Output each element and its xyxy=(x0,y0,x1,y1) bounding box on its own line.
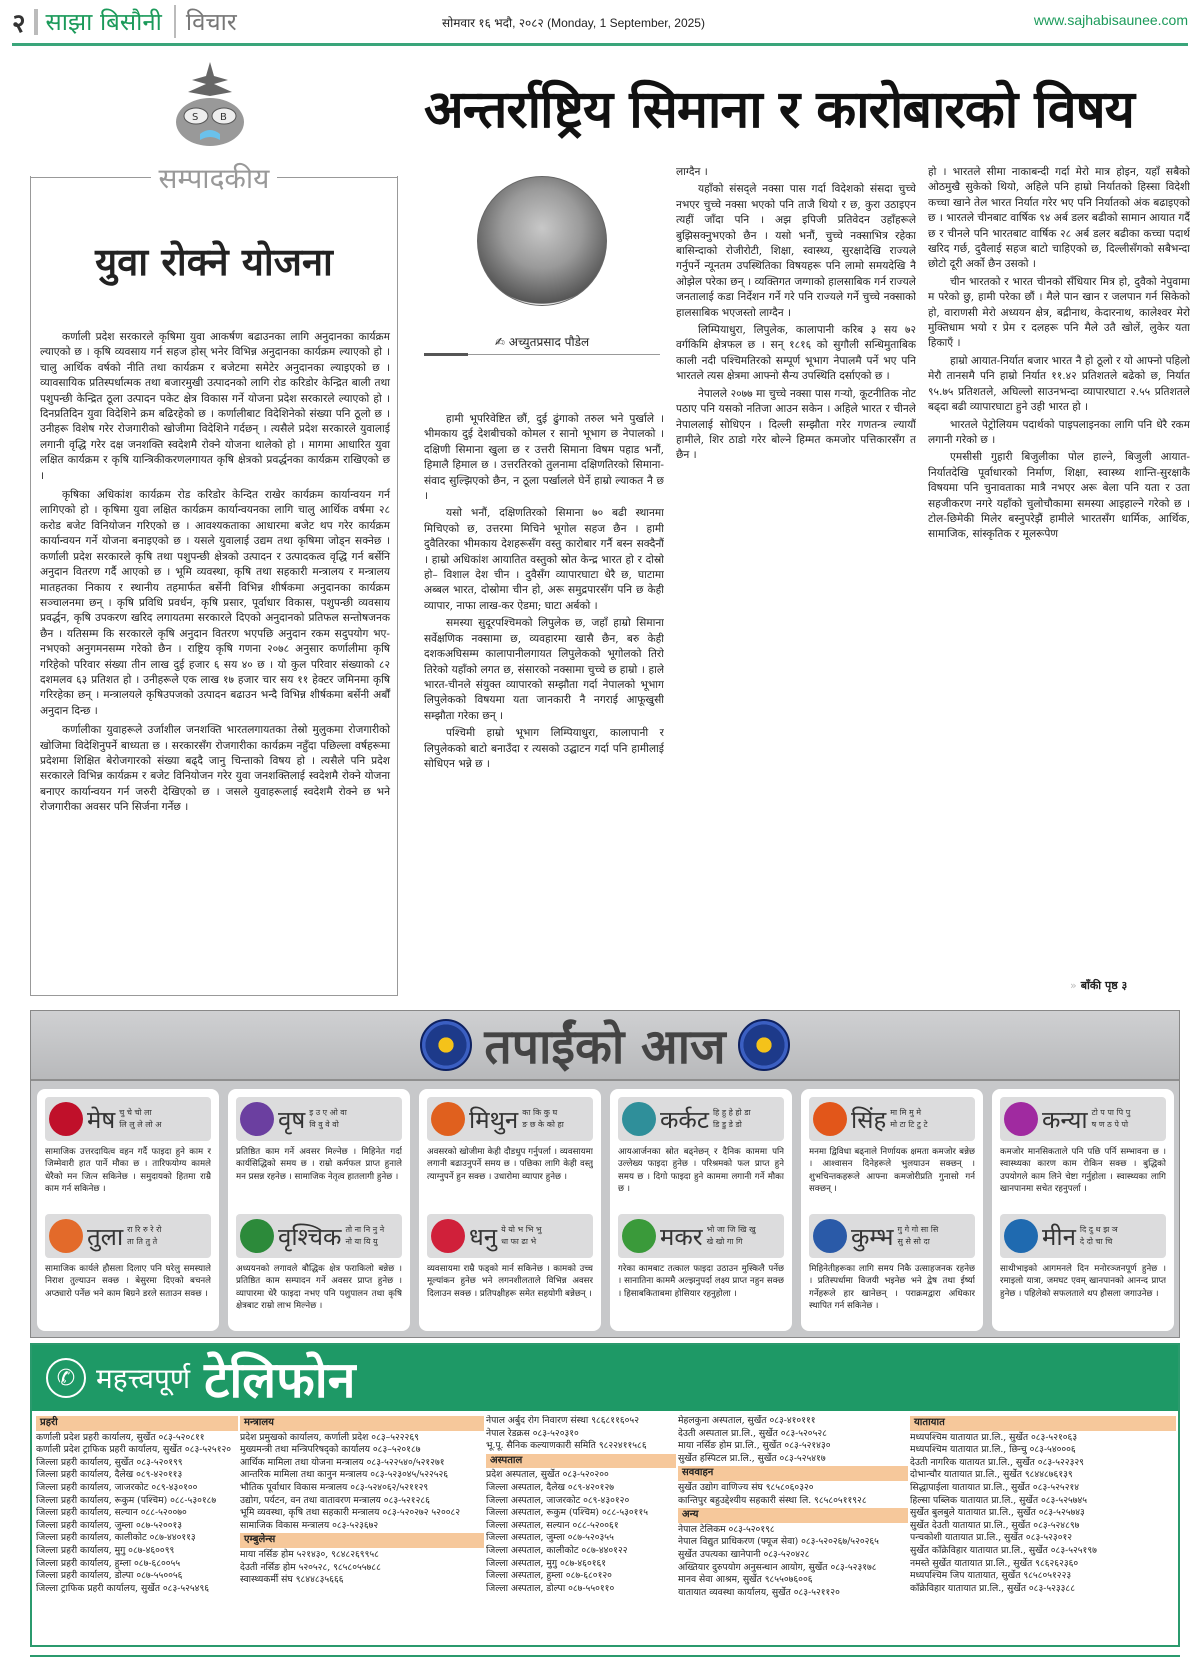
newspaper-logo-icon xyxy=(170,62,250,152)
sign-prediction: व्यवसायमा राम्रै फड्को मार्न सकिनेछ । कामको उच्च मूल्यांकन हुनेछ भने लगनशीलताले विभिन्न अवसर दिलाउन सक्छ । प्रतिपक्षीहरू समेत सहयोगी बन्नेछन् । xyxy=(427,1264,593,1299)
article-paragraph: नेपालले २०७७ मा चुच्चे नक्सा पास गर्‍यो, कूटनीतिक नोट पठाए पनि यसको नतिजा आउन सकेन । अहिले भारत र चीनले नेपाललाई सोधिएन । दिल्ली सम्झौता गरेर गणतन्त्र ल्यायौं हामीले, शिर ठाडो गरेर बोल्ने हिम्मत कमजोर पत्तिकारसँग त छैन । xyxy=(676,387,916,462)
taurus-icon xyxy=(240,1102,274,1136)
cancer-icon xyxy=(622,1102,656,1136)
sagittarius-icon xyxy=(431,1219,465,1253)
telephone-column xyxy=(240,1415,484,1599)
phone-entry: जिल्ला अस्पताल, सल्यान ०८८-५२००६१ xyxy=(486,1519,619,1531)
author-byline xyxy=(424,333,660,355)
sign-prediction: प्रतिष्ठित काम गर्ने अवसर मिल्नेछ । मिहिनेत गर्दा कार्यसिद्धिको समय छ । राम्रो कर्मफल प्राप्त हुनाले मन प्रसन्न रहनेछ । सामाजिक नेतृत्व हातलागी हुनेछ । xyxy=(236,1147,402,1182)
telephone-column xyxy=(36,1415,238,1599)
sign-prediction: गरेका कामबाट तत्काल फाइदा उठाउन मुस्किलै पर्नेछ । सानातिना काममै अल्झनुपर्दा लक्ष्य प्राप्त नहुन सक्छ । हिसाबकिताबमा होसियार रहनुहोला । xyxy=(618,1264,784,1299)
horoscope-card-pair xyxy=(610,1089,792,1331)
phone-icon: ✆ xyxy=(46,1358,86,1398)
phone-entry: जिल्ला प्रहरी कार्यालय, सुर्खेत ०८३-५२०१९९ xyxy=(36,1456,183,1468)
horoscope-grid xyxy=(37,1089,1177,1331)
phone-entry: जिल्ला प्रहरी कार्यालय, सल्यान ०८८-५२००७० xyxy=(36,1507,187,1519)
phone-entry: सुर्खेत उद्योग वाणिज्य संघ ९८५८०६०३२० xyxy=(678,1481,814,1493)
phone-entry: मध्यपश्चिम यातायात प्रा.लि., छिन्चु ०८३-५४०००६ xyxy=(910,1444,1076,1456)
phone-entry: जिल्ला अस्पताल, कालीकोट ०८७-४४०१२२ xyxy=(486,1544,628,1556)
telephone-column xyxy=(486,1415,676,1599)
category-heading: एम्बुलेन्स xyxy=(240,1533,484,1548)
pisces-icon xyxy=(1004,1219,1038,1253)
sign-header: कर्कट हि हु हे हो डा डि डु डे डो xyxy=(618,1097,784,1141)
horoscope-card-pair xyxy=(801,1089,983,1331)
phone-entry: स्वास्थ्यकर्मी संघ ९८४४८३५६६६ xyxy=(240,1574,344,1586)
phone-entry: जिल्ला अस्पताल, रूकुम (पश्चिम) ०८८-५३०११५ xyxy=(486,1507,648,1519)
section-name: विचार xyxy=(174,5,237,38)
phone-entry: यातायात व्यवस्था कार्यालय, सुर्खेत ०८३-५२११२० xyxy=(678,1586,840,1598)
phone-entry: जिल्ला प्रहरी कार्यालय, हुम्ला ०८७-६८००५५ xyxy=(36,1557,181,1569)
phone-entry: पन्चकोशी यातायात प्रा.लि., सुर्खेत ०८३-५२३०१२ xyxy=(910,1532,1073,1544)
issue-date: सोमवार १६ भदौ, २०८२ (Monday, 1 September, 2025) xyxy=(442,16,705,30)
phone-entry: कर्णाली प्रदेश प्रहरी कार्यालय, सुर्खेत ०८३-५२०८११ xyxy=(36,1431,205,1443)
phone-entry: सुर्खेत काँक्रेविहार यातायात प्रा.लि., सुर्खेत ०८३-५२५१९७ xyxy=(910,1544,1097,1556)
sign-prediction: सामाजिक कार्यले हौसला दिलाए पनि घरेलु समस्याले निराश तुल्याउन सक्छ । बेसुरमा दिएको बचनले अप्ठ्यारो पर्नेछ भने काम बिग्रने डरले सताउन सक्छ । xyxy=(45,1264,211,1299)
phone-entry: भूमि व्यवस्था, कृषि तथा सहकारी मन्त्रालय ०८३-५२०२७२ ५२००८२ xyxy=(240,1507,461,1519)
horoscope-card-pair xyxy=(228,1089,410,1331)
brand-name: साझा बिसौनी xyxy=(45,8,162,36)
article-column-2 xyxy=(676,165,916,995)
phone-entry: आर्थिक मामिला तथा योजना मन्त्रालय ०८३-५२२५४०/५२१२७१ xyxy=(240,1456,445,1468)
sign-prediction: अवसरको खोजीमा केही दौडधुप गर्नुपर्ला । व्यवसायमा लगानी बढाउनुपर्ने समय छ । पछिका लागि केही वस्तु त्याग्नुपर्ने हुन सक्छ । उधारोमा व्यापार हुनेछ । xyxy=(427,1147,593,1182)
editorial-label: सम्पादकीय xyxy=(30,165,398,203)
horoscope-section xyxy=(30,1010,1180,1338)
editorial-paragraph: कर्णालीका युवाहरूले उर्जाशील जनशक्ति भारतलगायतका तेस्रो मुलुकमा रोजगारीको खोजिमा विदेशिनुपर्ने बाध्यता छ । सरकारसँग रोजगारीका कार्यक्रम नहुँदा पछिल्ला वर्षहरूमा प्रदेशमा शिक्षित बेरोजगारको संख्या बढ्दै जानु चिन्ताको विषय हो । त्यसैले पनि प्रदेश सरकारले विभिन्न कार्यक्रम र बजेट विनियोजन गरेर युवा जनशक्तिलाई स्वदेशमै रोक्ने योजना बनाएर कार्यान्वयन गर्न जरुरी देखिएको छ । जसले युवाहरूलाई स्वदेशमै रोक्ने छ भने रोजगारीका अवसर पनि सिर्जना गर्नेछ । xyxy=(40,724,390,814)
sign-header: धनु ये यो भ भि भु धा फा ढा भे xyxy=(427,1214,593,1258)
horoscope-title: तपाईंको आज xyxy=(484,1018,726,1075)
editorial-paragraph: कर्णाली प्रदेश सरकारले कृषिमा युवा आकर्षण बढाउनका लागि अनुदानका कार्यक्रम ल्याएको छ । कृषि व्यवसाय गर्न सहज होस् भनेर विभिन्न अनुदानका कार्यक्रम ल्याएको हो । चालु आर्थिक वर्षको नीति तथा कार्यक्रम र बजेटमा समेटेर अनुदानका ल्याइएको छ । व्यावसायिक प्रतिस्पर्धात्मक तथा बजारमुखी उत्पादनको लागि रोड करिडोर केन्द्रित बाली तथा पशुपन्छी केन्द्रित ठूला उत्पादन पकेट क्षेत्र विकास गर्ने योजना प्रदेश सरकारले ल्याएको हो । दिनप्रतिदिन युवा विदेशिने क्रम बढिरहेको छ । कर्णालीबाट विदेशिनेको संख्या पनि ठूलो छ । उनीहरू विशेष गरेर रोजगारीको खोजीमा विदेशिने गर्दछन् । त्यसैले प्रदेश सरकारले युवालाई लगानी वृद्धि गरेर दक्ष जनशक्ति स्वदेशमै रोक्ने योजना थालेको हो । मागमा आधारित युवा लक्षित कार्यक्रम र कृषि यान्त्रिकीकरणलगायत कृषि क्षेत्रको प्रवर्द्धनका कार्यक्रम राखिएको छ । xyxy=(40,331,390,482)
capricorn-icon xyxy=(622,1219,656,1253)
gemini-icon xyxy=(431,1102,465,1136)
article-column-3 xyxy=(928,165,1190,985)
page-header xyxy=(12,0,1188,46)
sign-header: मकर भो जा जि खि खु खे खो गा गि xyxy=(618,1214,784,1258)
phone-entry: मेहलकुना अस्पताल, सुर्खेत ०८३-४१०१११ xyxy=(678,1415,816,1426)
phone-entry: सामाजिक विकास मन्त्रालय ०८३-५२३६७२ xyxy=(240,1519,379,1531)
article-paragraph: लिम्पियाधुरा, लिपुलेक, कालापानी करिब ३ सय ७२ वर्गकिमि क्षेत्रफल छ । सन् १८१६ को सुगौली सन्धिमुताबिक काली नदी पश्चिमतिरको सम्पूर्ण भूभाग नेपालमै पर्ने भए पनि भारतले त्यस क्षेत्रमा आफ्नो सैन्य उपस्थिति दर्साएको छ । xyxy=(676,324,916,383)
phone-entry: सुर्खेत हस्पिटल प्रा.लि., सुर्खेत ०८३-५२५४१७ xyxy=(678,1452,826,1464)
horoscope-card-pair xyxy=(419,1089,601,1331)
horoscope-card-pair xyxy=(37,1089,219,1331)
phone-entry: माया नर्सिङ होम प्रा.लि., सुर्खेत ०८३-५२१४३० xyxy=(678,1440,831,1452)
virgo-icon xyxy=(1004,1102,1038,1136)
sign-prediction: अध्ययनको लगावले बौद्धिक क्षेत्र फराकिलो बन्नेछ । प्रतिष्ठित काम सम्पादन गर्ने अवसर प्राप्त हुनेछ । व्यापारमा धेरै फाइदा नभए पनि पशुपालन तथा कृषि क्षेत्रबाट राम्रो लाभ मिल्नेछ । xyxy=(236,1264,402,1312)
article-paragraph: यसो भनौं, दक्षिणतिरको सिमाना ७० बढी स्थानमा मिचिएको छ, उत्तरमा मिचिने भूगोल सहज छैन । हामी दुवैतिरका भीमकाय देशहरूसँग वस्तु कारोबार गर्नै बस्न सक्दैनौं । हाम्रो अधिकांश आयातित वस्तुको स्रोत केन्द्र भारत हो र दोस्रो हो– विशाल देश चीन । दुवैसँग व्यापारघाटा धेरै छ, घाटामा अब्बल भारत, दोस्रोमा चीन हो, अरू समुद्रपारसँग पनि छ केही व्यापार, नाफा लाख-कर ऐडमा; घाटा अर्बको । xyxy=(424,507,664,612)
article-title: अन्तर्राष्ट्रिय सिमाना र कारोबारको विषय xyxy=(424,80,1134,140)
svg-text:S: S xyxy=(192,112,199,123)
phone-entry: भौतिक पूर्वाधार विकास मन्त्रालय ०८३-५२४०६२/५२११२९ xyxy=(240,1481,429,1493)
phone-entry: नमस्ते सुर्खेत यातायात प्रा.लि., सुर्खेत ९८६२६२३६० xyxy=(910,1557,1079,1569)
article-paragraph: लाग्दैन । xyxy=(676,166,708,178)
sign-prediction: मिहिनेतीहरूका लागि समय निकै उत्साहजनक रहनेछ । प्रतिस्पर्धामा विजयी भइनेछ भने द्वेष तथा ईर्ष्या गर्नेहरूले हार खानेछन् । पराक्रमद्वारा अधिकार स्थापित गर्न सकिनेछ । xyxy=(809,1264,975,1312)
continued-link[interactable]: » बाँकी पृष्ठ ३ xyxy=(1070,979,1128,992)
libra-icon xyxy=(49,1219,83,1253)
sign-header: मीन दि दु थ झ ञ दे दो चा चि xyxy=(1000,1214,1166,1258)
sign-header: मिथुन का कि कु घ ङ छ के को हा xyxy=(427,1097,593,1141)
horoscope-card-pair xyxy=(992,1089,1174,1331)
sign-header: मेष चु चे चो ला लि लु ले लो अ xyxy=(45,1097,211,1141)
phone-entry: सुर्खेत देउती यातायात प्रा.लि., सुर्खेत ०८३-५२४८९७ xyxy=(910,1519,1080,1531)
phone-entry: जिल्ला प्रहरी कार्यालय, रूकुम (पश्चिम) ०८८-५३०१८७ xyxy=(36,1494,217,1506)
category-heading: प्रहरी xyxy=(36,1416,238,1431)
phone-entry: मध्यपश्चिम यातायात प्रा.लि., सुर्खेत ०८३-५२१०६३ xyxy=(910,1431,1078,1443)
phone-entry: देउती नागरिक यातायत प्रा.लि., सुर्खेत ०८३-५२२३२९ xyxy=(910,1456,1084,1468)
phone-entry: कर्णाली प्रदेश ट्राफिक प्रहरी कार्यालय, सुर्खेत ०८३-५२५१२० xyxy=(36,1444,232,1456)
editorial-paragraph: कृषिका अधिकांश कार्यक्रम रोड करिडोर केन्दित राखेर कार्यक्रम कार्यान्वयन गर्न लागिएको हो । कृषिमा युवा लक्षित कार्यक्रम कार्यान्वयनका लागि चालु आर्थिक वर्षमा २८ करोड बजेट विनियोजन गरिएको छ । आवश्यकताका आधारमा बजेट थप गरेर कार्यक्रम कार्यान्वयन गर्ने योजना बनाइएको छ । यसले युवालाई उद्यम तथा कृषिमा जोड्न सक्नेछ । कर्णाली प्रदेश सरकारले कृषि तथा पशुपन्छी क्षेत्रको उत्पादन र उत्पादकत्व वृद्धि गर्न बर्सेनि अनुदान वितरण गर्दै आएको छ । भूमि व्यवस्था, कृषि तथा सहकारी मन्त्रालय र मन्त्रालय मातहतका निकाय र स्थानीय तहमार्फत बर्सेनी विभिन्न शीर्षकमा अनुदानका कार्यक्रम सञ्चालनमा छन् । कृषि प्रविधि प्रवर्धन, कृषि प्रसार, पूर्वाधार विकास, पशुपन्छी व्यवसाय प्रवर्द्धन, कृषि उपकरण खरिद लगायतमा सरकारले दिएको अनुदानको प्रतिफल सन्तोषजनक छैन । यतिसम्म कि सरकारले कृषि अनुदान वितरण भएपछि अनुदान रकम सदुपयोग भए-नभएको अनुगमनसम्म गरेको छैन । राष्ट्रिय कृषि गणना २०७८ अनुसार कर्णालीमा कृषि गरिहेको परिवार संख्या तीन लाख दुई हजार ६ सय ४० छ । यो कुल परिवार संख्याको ८२ दशमलव ६३ प्रतिशत हो । उनीहरूले एक लाख १७ हजार चार सय ११ हेक्टर जमिनमा कृषि गरिरहेका छन् । मन्त्रालयले कृषिउपजको उत्पादन बढाउन भन्दै विभिन्न शीर्षकमा बर्सेनी अर्बौं अनुदान दिन्छ । xyxy=(40,489,390,717)
phone-entry: उद्योग, पर्यटन, वन तथा वातावरण मन्त्रालय ०८३-५२१२८६ xyxy=(240,1494,430,1506)
sign-header: सिंह मा मि मु मे मो टा टि टु टे xyxy=(809,1097,975,1141)
phone-entry: जिल्ला प्रहरी कार्यालय, जाजरकोट ०८९-४३०१०० xyxy=(36,1481,198,1493)
phone-entry: हिल्सा पब्लिक यातायात प्रा.लि., सुर्खेत ०८३-५२५७४५ xyxy=(910,1494,1088,1506)
sign-prediction: सामाजिक उत्तरदायित्व वहन गर्दै फाइदा हुने काम र जिम्मेवारी हात पार्ने मौका छ । तारिफयोग्य कामले धेरैको मन जित्न सकिनेछ । समुदायको हितमा राम्रै काम गर्न सकिनेछ । xyxy=(45,1147,211,1195)
double-chevron-icon: » xyxy=(1070,979,1077,992)
article-paragraph: चीन भारतको र भारत चीनको सँधियार मित्र हो, दुवैको नेपुवामा म परेको छु, हामी परेका छौं । मैले पान खान र जलपान गर्न सिकेको हो, वाराणसी मेरो अध्ययन क्षेत्र, बद्रीनाथ, केदारनाथ, कालेश्वर मेरो मुक्तिधाम भयो र प्रेम र दलहरू पनि मैले उतै खोलें, लुकेर यता हिकाएँ । xyxy=(928,275,1190,350)
telephone-directory xyxy=(30,1343,1180,1647)
category-heading: अन्य xyxy=(678,1508,908,1523)
phone-entry: जिल्ला ट्राफिक प्रहरी कार्यालय, सुर्खेत ०८३-५२५४९६ xyxy=(36,1582,210,1594)
sign-header: तुला रा रि रु रे रो ता ति तु ते xyxy=(45,1214,211,1258)
bottom-rule xyxy=(30,1655,1180,1657)
scorpio-icon xyxy=(240,1219,274,1253)
article-paragraph: पश्चिमी हाम्रो भूभाग लिम्पियाधुरा, कालापानी र लिपुलेकको बाटो बनाउँदा र त्यसको उद्घाटन गर्दा पनि हामीलाई सोधिएन भन्ने छ । xyxy=(424,727,664,770)
phone-entry: मानव सेवा आश्रम, सुर्खेत ९८५५०७६००६ xyxy=(678,1574,813,1586)
editorial-body xyxy=(40,330,390,820)
article-paragraph: समस्या सुदूरपश्चिमको लिपुलेक छ, जहाँ हाम्रो सिमाना सर्वेक्षणिक नक्सामा छ, व्यवहारमा खासै छैन, बरु केही दशकअघिसम्म कालापानीलगायत लिपुलेकको भूगोलको तिरो तिरेको यहाँको लगत छ, संसारको नक्सामा चुच्चे छ हाम्रो । हाले भारत-चीनले संयुक्त व्यापारको सम्झौता गर्दा नेपालको भूभाग लिपुलेकको विषयमा यता जानकारी नै नगराई आफूखुसी सम्झौता गरेका छन् । xyxy=(424,617,664,722)
phone-entry: काँक्रेविहार यातायात प्रा.लि., सुर्खेत ०८३-५२३३८८ xyxy=(910,1582,1075,1594)
phone-entry: जिल्ला अस्पताल, जाजरकोट ०८९-४३०१२० xyxy=(486,1494,630,1506)
phone-entry: सुर्खेत उपत्यका खानेपानी ०८३-५२०४२८ xyxy=(678,1548,810,1560)
website-link[interactable]: www.sajhabisaunee.com xyxy=(1033,12,1188,28)
article-paragraph: एमसीसी गुहारी बिजुलीका पोल हाल्ने, बिजुली आयात-निर्यातदेखि पूर्वाधारको निर्माण, शिक्षा, स्वास्थ्य शान्ति-सुरक्षाकै विषयमा पनि चुनावताका मात्रै नभएर अरू बेला पनि यता र उता सहजीकरण नगरे यहाँको चुलोचौकामा समस्या आइहाल्ने गरेको छ । टोल-छिमेकी मिलेर बस्नुपरेझैं हामीले भारतसँग धार्मिक, आर्थिक, सामाजिक, सांस्कृतिक र मूलरूपेण xyxy=(928,451,1190,541)
phone-entry: जिल्ला प्रहरी कार्यालय, मुगु ०८७-४६००९९ xyxy=(36,1544,175,1556)
article-paragraph: यहाँको संसद्ले नक्सा पास गर्दा विदेशको संसदा चुच्चे नभएर चुच्चे नक्सा भएको पनि ताजै थियो र छ, कुरा उठाइएन त्यहीं जाँदा पनि । अझ इपिजी प्रतिवेदन उहाँहरूले बुझिसक्नुभएको छैन । यसो भनौं, चुच्चे नक्साभित्र रहेका बासिन्दाको रोजीरोटी, शिक्षा, स्वास्थ्य, सुरक्षादेखि राज्यले गर्नुपर्ने न्यूनतम उपस्थितिका विषयहरू पनि लामो समयदेखि नै ओझेल परेका छन् । व्यक्तिगत जग्गाको हालसाबिक गर्न राज्यले जनतालाई कडा निर्देशन गर्ने गरे पनि राज्यले गर्ने चुच्चे नक्साको हालसाबिक भएजस्तो लाग्दैन । xyxy=(676,183,916,319)
phone-entry: प्रदेश अस्पताल, सुर्खेत ०८३-५२०२०० xyxy=(486,1469,609,1481)
phone-entry: अख्तियार दुरुपयोग अनुसन्धान आयोग, सुर्खेत ०८३-५२३१७८ xyxy=(678,1561,877,1573)
phone-entry: नेपाल विद्युत प्राधिकरण (फ्यूज सेवा) ०८३-५२०२६७/५२०२६५ xyxy=(678,1536,879,1548)
aries-icon xyxy=(49,1102,83,1136)
svg-text:B: B xyxy=(220,112,227,123)
telephone-columns xyxy=(32,1411,1178,1599)
telephone-column xyxy=(910,1415,1176,1599)
horoscope-header xyxy=(31,1011,1179,1081)
phone-entry: नेपाल रेडक्रस ०८३-५२०३१० xyxy=(486,1427,579,1439)
sign-prediction: मनमा द्विविधा बढ्नाले निर्णायक क्षमता कमजोर बन्नेछ । आश्वासन दिनेहरूले भुलयाउन सक्छन् । शुभचिन्तकहरूले आफ्ना कमजोरीप्रति गुनासो गर्न सक्छन् । xyxy=(809,1147,975,1195)
phone-entry: मुख्यमन्त्री तथा मन्त्रिपरिषद्को कार्यालय ०८३–५२०१८७ xyxy=(240,1444,421,1456)
author-name: अच्युतप्रसाद पौडेल xyxy=(508,335,590,349)
phone-entry: माया नर्सिङ होम ५२१४३०, ९८४८२६९९५८ xyxy=(240,1548,379,1560)
phone-entry: आन्तरिक मामिला तथा कानुन मन्त्रालय ०८३-५२३०४५/५२२५२६ xyxy=(240,1469,449,1481)
phone-entry: जिल्ला अस्पताल, हुम्ला ०८७-६८०१२० xyxy=(486,1570,612,1582)
phone-entry: देउती अस्पताल प्रा.लि., सुर्खेत ०८३-५२०५२८ xyxy=(678,1427,827,1439)
sign-header: कन्या टो प पा पि पु ष ण ठ पे पो xyxy=(1000,1097,1166,1141)
article-paragraph: हाम्रो आयात-निर्यात बजार भारत नै हो ठूलो र यो आफ्नो पहिलो मेरौ तानसमै पनि हाम्रो निर्यात ११.४२ प्रतिशतले बढेको छ, निर्यात ९५.७५ प्रतिशतले, अघिल्लो साउनभन्दा व्यापारघाटा २.५५ प्रतिशतले बढ्दा बढी व्यापारघाटा हुने उही भारत हो । xyxy=(928,354,1190,414)
telephone-header xyxy=(32,1345,1178,1411)
category-heading: यातायात xyxy=(910,1416,1176,1431)
phone-entry: देउती नर्सिङ होम ५२०५२८, ९८५८०५५७८८ xyxy=(240,1561,381,1573)
phone-entry: भू.पू. सैनिक कल्याणकारी समिति ९८२२४११५८६ xyxy=(486,1440,647,1452)
sign-prediction: साथीभाइको आगमनले दिन मनोरञ्जनपूर्ण हुनेछ । रमाइलो यात्रा, जमघट एवम् खानपानको आनन्द प्राप्त हुनेछ । पहिलेको सफलताले थप हौसला जगाउनेछ । xyxy=(1000,1264,1166,1299)
sign-prediction: आयआर्जनका स्रोत बढ्नेछन् र दैनिक काममा पनि उल्लेख्य फाइदा हुनेछ । परिश्रमको फल प्राप्त हुने समय छ । दिगो फाइदा हुने काममा लगानी गर्ने मौका छ । xyxy=(618,1147,784,1195)
editorial-title: युवा रोक्ने योजना xyxy=(95,240,333,284)
category-heading: सववाहन xyxy=(678,1466,908,1481)
sign-header: कुम्भ गु गे गो सा सि सु से सो दा xyxy=(809,1214,975,1258)
phone-entry: जिल्ला अस्पताल, मुगु ०८७-४६०१६१ xyxy=(486,1557,607,1569)
article-paragraph: भारतले पेट्रोलियम पदार्थको पाइपलाइनका लागि पनि धेरै रकम लगानी गरेको छ । xyxy=(928,418,1190,446)
telephone-title: टेलिफोन xyxy=(204,1351,356,1409)
leo-icon xyxy=(813,1102,847,1136)
phone-entry: नेपाल अर्बुद रोग निवारण संस्था ९८६८११६०५२ xyxy=(486,1415,639,1426)
category-heading: अस्पताल xyxy=(486,1454,676,1469)
pen-icon: ✍ xyxy=(494,335,509,349)
phone-entry: सुर्खेत बुलबुले यातायात प्रा.लि., सुर्खेत ०८३-५२५७४३ xyxy=(910,1507,1085,1519)
phone-entry: कान्तिपुर बहुउद्देश्यीय सहकारी संस्था लि. ९८५८०५११९२८ xyxy=(678,1494,867,1506)
author-photo xyxy=(477,176,607,306)
category-heading: मन्त्रालय xyxy=(240,1416,484,1431)
phone-entry: प्रदेश प्रमुखको कार्यालय, कर्णाली प्रदेश ०८३–५२२२६९ xyxy=(240,1431,419,1443)
phone-entry: जिल्ला प्रहरी कार्यालय, दैलेख ०८९-४२०११३ xyxy=(36,1469,183,1481)
phone-entry: जिल्ला अस्पताल, डोल्पा ०८७-५५०११० xyxy=(486,1582,615,1594)
phone-entry: नेपाल टेलिकम ०८३-५२०१९८ xyxy=(678,1523,775,1535)
aquarius-icon xyxy=(813,1219,847,1253)
phone-entry: जिल्ला अस्पताल, दैलेख ०८९-४२०१२७ xyxy=(486,1481,615,1493)
article-column-1 xyxy=(424,412,664,992)
zodiac-wheel-icon xyxy=(738,1019,790,1071)
telephone-subtitle: महत्त्वपूर्ण xyxy=(96,1362,191,1395)
phone-entry: जिल्ला प्रहरी कार्यालय, डोल्पा ०८७-५५००५६ xyxy=(36,1570,183,1582)
page-number: २ xyxy=(12,8,26,39)
phone-entry: मध्यपश्चिम जिप यातायात, सुर्खेत ९८५८०५१२२३ xyxy=(910,1570,1072,1582)
divider xyxy=(34,9,38,35)
sign-header: वृश्चिक तो ना नि नु ने नो या यि यु xyxy=(236,1214,402,1258)
phone-entry: जिल्ला प्रहरी कार्यालय, कालीकोट ०८७-४४०११३ xyxy=(36,1532,196,1544)
sign-header: वृष इ उ ए ओ वा वि वु वे वो xyxy=(236,1097,402,1141)
phone-entry: दोभान्चौर यातायात प्रा.लि., सुर्खेत ९८४४८७६१३९ xyxy=(910,1469,1073,1481)
article-paragraph: हो । भारतले सीमा नाकाबन्दी गर्दा मेरो मात्र होइन, यहाँ सबैको ओठमुखै सुकेको थियो, अहिले पनि हाम्रो निर्यातको हिस्सा विदेशी कच्चा खाने तेल भारत निर्यात गरेर भए पनि निर्यातको अंक बढाइएको छ । भारतले चीनबाट वार्षिक ९४ अर्ब डलर बढीको सामान आयात गर्दै छ र चीनले पनि भारतबाट वार्षिक २८ अर्ब डलर बढीका कच्चा पदार्थ खरिद गर्छ, दुवैलाई सहज बाटो चाहिएको छ, दिल्लीसँगको सबैभन्दा छोटो दूरी अर्को छैन उसको । xyxy=(928,166,1190,271)
telephone-column xyxy=(678,1415,908,1599)
article-paragraph: हामी भूपरिवेष्टित छौं, दुई ढुंगाको तरुल भने पुर्खाले । भीमकाय दुई देशबीचको कोमल र सानो भूभाग छ नेपालको । दक्षिणी सिमाना खुला छ र उत्तरी सिमाना विषम पहाड भनौं, हिमालै हिमाल छ । उत्तरतिरको तुलनामा दक्षिणतिरको सिमाना-संवाद सुल्झिएको छैन, न ठूला पर्खालले घेर्ने हाम्रो ल्याकत नै छ । xyxy=(424,413,664,503)
zodiac-wheel-icon xyxy=(420,1019,472,1071)
sign-prediction: कमजोर मानसिकताले पनि पछि पर्नि सम्भावना छ । स्वास्थ्यका कारण काम रोकिन सक्छ । बुद्धिको उपयोगले काम लिने चेष्टा गर्नुहोला । स्वास्थ्यका लागि खानपानमा सचेत रहनुपर्ला । xyxy=(1000,1147,1166,1195)
phone-entry: सिद्धापाईला यातायात प्रा.लि., सुर्खेत ०८३-५२५२१४ xyxy=(910,1481,1080,1493)
phone-entry: जिल्ला प्रहरी कार्यालय, जुम्ला ०८७-५२००१३ xyxy=(36,1519,183,1531)
phone-entry: जिल्ला अस्पताल, जुम्ला ०८७-५२०३५५ xyxy=(486,1532,614,1544)
